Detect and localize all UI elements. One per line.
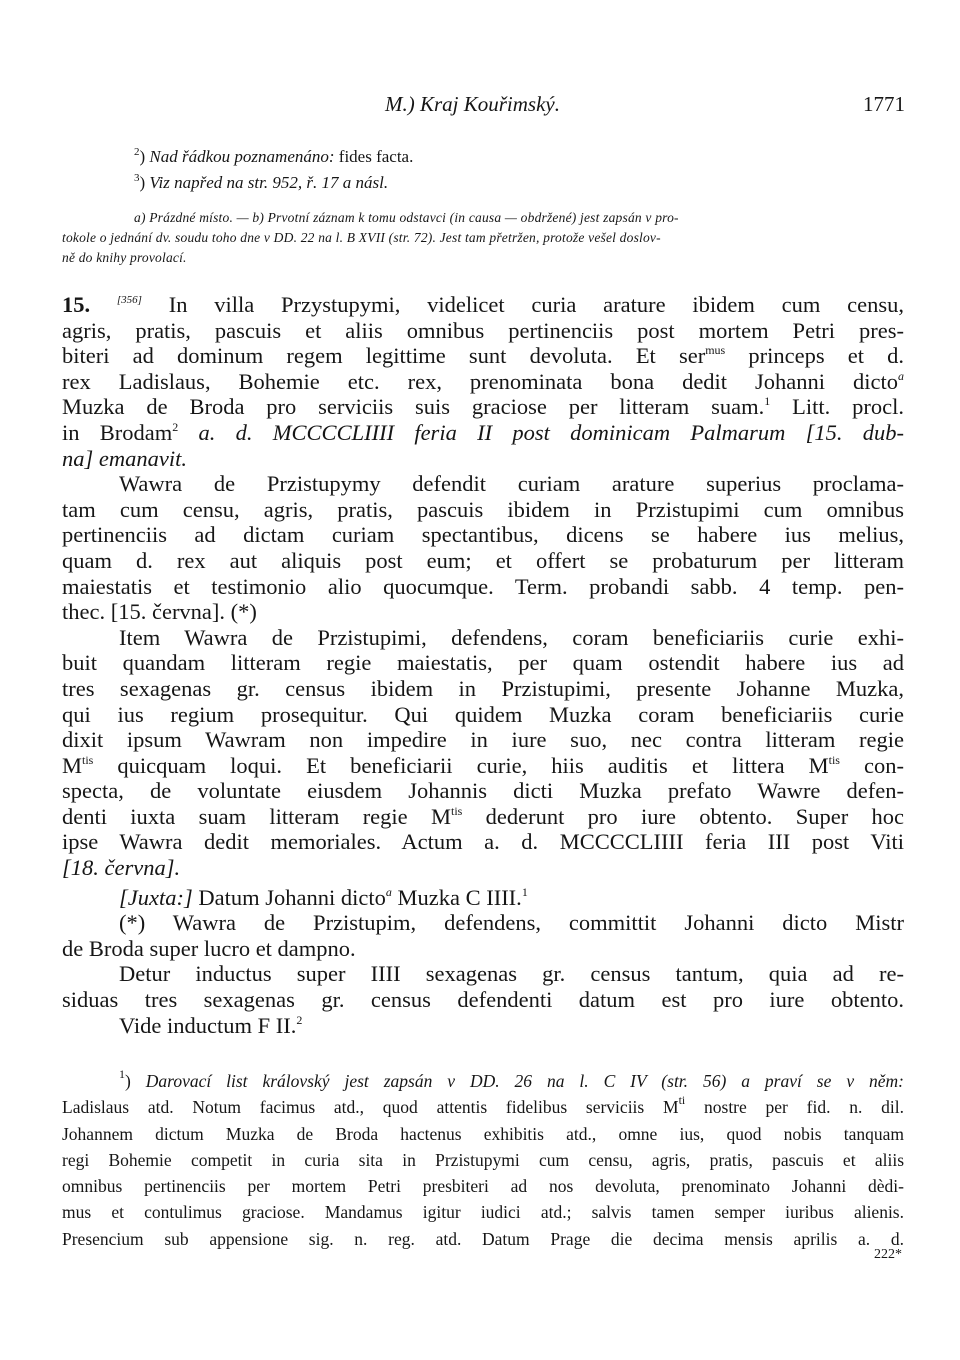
- paragraph-2: Wawra de Przistupymy defendit curiam arature superius proclama- tam cum censu, agris, pratis, pascuis ibidem in Przistupimi cum omnibus pertinenciis ad dictam curiam spectantibus, dicens se habere ius melius, quam d. rex aut aliquis post eum; et offert se probaturum per litteram maiestatis et testimonio alio quocumque. Term. probandi sabb. 4 temp. pen- thec. [15. června]. (*): [62, 471, 904, 625]
- entry-number: 15.: [62, 292, 91, 317]
- running-head: [385, 92, 905, 122]
- running-title: M.) Kraj Kouřimský.: [385, 92, 560, 116]
- entry-ref: [356]: [116, 294, 142, 306]
- paragraph-6: Detur inductus super IIII sexagenas gr. census tantum, quia ad re- siduas tres sexagenas gr. census defendenti datum est pro iure obtento.: [62, 961, 904, 1013]
- paragraph-5: (*) Wawra de Przistupim, defendens, committit Johanni dicto Mistr de Broda super lucro et dampno.: [62, 910, 904, 961]
- footnote: $^1$) Darovací list královský jest zapsán v DD. 26 na l. C IV (str. 56) a praví se v něm: Ladislaus atd. Notum facimus atd., quod attentis fidelibus serviciis $M^{ti}$ nostre per fid. n. dil. Johannem dictum Muzka de Broda hactenus exhibitis atd., omne ius, quod nobis tanquam regi Bohemie competit in curia sita in Przistupymi cum censu, agris, pratis, pascuis et aliis omnibus pertinenciis per mortem Petri presbiteri ad nos devoluta, prenominato Johanni dèdi- mus et contulimus graciose. Mandamus igitur iudici atd.; salvis tamen semper iuribus alienis. Presencium sub appensione sig. n. reg. atd. Datum Prage die decima mensis aprilis a. d.: [62, 1067, 905, 1249]
- apparatus-line: a) Prázdné místo. — b) Prvotní záznam k tomu odstavci (in causa — obdržené) jest zapsán v pro-: [134, 210, 679, 225]
- footnote-mark: 1: [119, 1067, 125, 1081]
- note-2: $^2$) Nad řádkou poznamenáno: fides facta.: [134, 146, 414, 166]
- apparatus-line: ně do knihy provolací.: [62, 250, 187, 265]
- apparatus-line: tokole o jednání dv. soudu toho dne v DD. 22 na l. B XVII (str. 72). Jest tam přetržen, protože vešel doslov-: [62, 230, 661, 245]
- signature-mark: 222*: [874, 1247, 902, 1262]
- entry-body: [62, 292, 904, 1038]
- paragraph-7: Vide inductum F II.$^2$: [119, 1012, 303, 1038]
- top-notes: [62, 146, 904, 194]
- paragraph-3: Item Wawra de Przistupimi, defendens, coram beneficiariis curie exhi- buit quandam litteram regie maiestatis, per quam ostendit habere ius ad tres sexagenas gr. census ibidem in Przistupimi, presente Johanne Muzka, qui ius regium prosequitur. Qui quidem Muzka coram beneficiariis curie dixit ipsum Wawram non impedire in iure suo, nec contra litteram regie $M^{tis}$ quicquam loqui. Et beneficiarii curie, hiis auditis et littera $M^{tis}$ con- specta, de voluntate eiusdem Johannis dicti Muzka prefato Wawre defen- denti iuxta suam litteram regie $M^{tis}$ dederunt pro iure obtento. Super hoc ipse Wawra dedit memoriales. Actum a. d. MCCCCLIIII feria III post Viti [18. června].: [62, 624, 904, 881]
- note-3: $^3$) Viz napřed na str. 952, ř. 17 a násl.: [134, 172, 389, 192]
- critical-apparatus: [62, 208, 904, 268]
- footnote-ref: 2: [296, 1012, 303, 1027]
- paragraph-1: 15. [356] In villa Przystupymi, videlicet curia arature ibidem cum censu, agris, pratis, pascuis et aliis omnibus pertinenciis post mortem Petri pres- biteri ad dominum regem legittime sunt devoluta. Et ser$^{mus}$ princeps et d. rex Ladislaus, Bohemie etc. rex, prenominata bona dedit Johanni dicto$^a$ Muzka de Broda pro serviciis suis graciose per litteram suam.$^1$ Litt. procl. in Brodam$^2$ a. d. MCCCCLIIII feria II post dominicam Palmarum [15. dub- na] emanavit.: [62, 292, 905, 471]
- footnote-ref: 1: [521, 884, 528, 899]
- footnote-ref: 2: [172, 419, 179, 434]
- footnote-ref: 1: [764, 394, 771, 409]
- page-number: 1771: [863, 92, 905, 116]
- paragraph-4: [Juxta:] Datum Johanni dicto$^a$ Muzka C IIII.$^1$: [119, 884, 528, 910]
